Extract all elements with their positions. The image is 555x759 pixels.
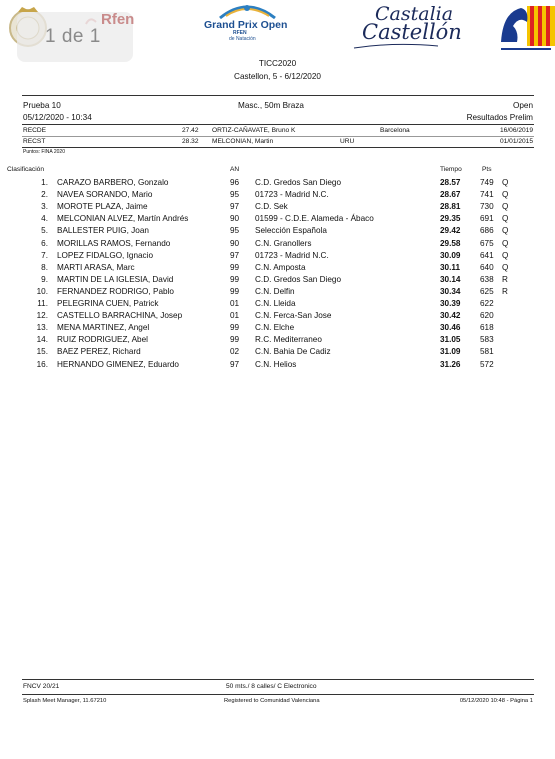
points-note: Puntos: FINA 2020 [23,149,65,155]
result-place: 6. [41,238,48,248]
result-qualifier: Q [502,250,509,260]
result-year: 95 [230,226,240,236]
result-name: PELEGRINA CUEN, Patrick [57,299,159,308]
result-type: Resultados Prelim [466,113,533,122]
meet-name: TICC2020 [258,59,297,68]
grand-prix-sub2: de Natación [229,36,256,42]
footer-pool: 50 mts./ 8 calles/ C Electronico [226,683,317,690]
result-points: 618 [480,323,494,333]
table-row [0,190,555,202]
result-name: CASTELLO BARRACHINA, Josep [57,311,183,321]
result-place: 7. [41,250,48,260]
result-place: 8. [41,262,48,272]
valencia-logo [497,2,555,54]
result-name: NAVEA SORANDO, Mario [57,190,153,200]
result-name: FERNANDEZ RODRIGO, Pablo [57,286,174,296]
result-name: LOPEZ FIDALGO, Ignacio [57,250,154,260]
result-time: 30.46 [440,323,461,333]
divider [22,136,534,137]
result-points: 583 [480,335,494,345]
event-number: Prueba 10 [23,101,61,110]
result-time: 28.67 [440,190,461,200]
result-points: 638 [480,274,494,284]
result-year: 02 [230,347,240,357]
result-place: 15. [36,347,48,357]
table-row [0,226,555,238]
result-club: C.N. Delfin [255,286,295,296]
table-row [0,251,555,263]
result-time: 30.09 [440,250,461,260]
result-qualifier: R [502,286,508,296]
result-club: C.N. Helios [255,359,297,369]
record-holder: ORTIZ-CAÑAVATE, Bruno K [212,127,296,134]
result-club: C.N. Bahia De Cadiz [255,347,331,357]
result-time: 29.58 [440,238,461,248]
result-place: 4. [41,214,48,224]
divider [22,124,534,125]
divider [22,147,534,148]
table-row [0,287,555,299]
result-year: 99 [230,262,240,272]
result-time: 30.34 [440,286,461,296]
record-code: RECDE [23,127,47,134]
event-datetime: 05/12/2020 - 10:34 [23,113,92,122]
result-points: 675 [480,238,494,248]
rfen-wordmark: Rfen [101,11,135,28]
castalia-line2: Castellón [362,20,462,44]
result-year: 97 [230,250,240,260]
result-club: C.N. Granollers [255,238,312,248]
table-row [0,360,555,372]
result-club: 01723 - Madrid N.C. [255,250,329,260]
table-row [0,275,555,287]
table-row [0,311,555,323]
result-qualifier: Q [502,238,509,248]
result-qualifier: Q [502,190,509,200]
result-points: 581 [480,347,494,357]
footer-software: Splash Meet Manager, 11.67210 [23,698,107,704]
footer-registered: Registered to Comunidad Valenciana [224,698,320,704]
grand-prix-title: Grand Prix Open [204,19,288,31]
result-time: 30.11 [440,262,461,272]
result-name: BAEZ PEREZ, Richard [57,347,141,357]
result-place: 1. [41,178,48,187]
result-year: 01 [230,311,240,321]
table-row [0,202,555,214]
result-club: C.N. Amposta [255,262,306,272]
divider [22,95,534,96]
result-points: 749 [480,178,494,187]
col-points-header: Pts [482,166,492,173]
result-points: 641 [480,250,494,260]
result-points: 622 [480,299,494,308]
result-place: 14. [36,335,48,345]
result-place: 13. [36,323,48,333]
record-club: URU [340,138,355,145]
result-name: RUIZ RODRIGUEZ, Abel [57,335,148,345]
castalia-line1: Castalia [375,3,454,25]
result-year: 96 [230,178,240,187]
result-year: 90 [230,214,240,224]
result-points: 572 [480,359,494,369]
result-points: 691 [480,214,494,224]
result-club: C.N. Elche [255,323,295,333]
table-row [0,239,555,251]
result-time: 31.05 [440,335,461,345]
result-time: 30.14 [440,274,461,284]
result-qualifier: Q [502,226,509,236]
footer-org: FNCV 20/21 [23,683,60,690]
record-holder: MELCONIAN, Martin [212,138,274,145]
result-year: 95 [230,190,240,200]
event-title: Masc., 50m Braza [238,101,304,110]
result-year: 97 [230,202,240,212]
result-name: CARAZO BARBERO, Gonzalo [57,178,169,187]
record-time: 28.32 [182,138,199,145]
result-club: Selección Española [255,226,327,236]
result-name: MORILLAS RAMOS, Fernando [57,238,171,248]
table-row [0,299,555,311]
record-city: Barcelona [380,127,410,134]
result-place: 11. [37,299,48,308]
result-points: 620 [480,311,494,321]
result-place: 12. [36,311,48,321]
result-year: 97 [230,359,240,369]
result-qualifier: Q [502,214,509,224]
divider [22,694,534,695]
result-name: MOROTE PLAZA, Jaime [57,202,148,212]
result-place: 10. [36,286,48,296]
result-year: 90 [230,238,240,248]
result-year: 01 [230,299,240,308]
result-club: C.D. Sek [255,202,288,212]
result-time: 29.42 [440,226,461,236]
result-name: MELCONIAN ALVEZ, Martín Andrés [57,214,189,224]
record-date: 16/06/2019 [499,127,533,134]
result-place: 5. [41,226,48,236]
result-time: 31.09 [440,347,461,357]
result-time: 31.26 [440,359,461,369]
result-time: 28.81 [440,202,461,212]
result-points: 640 [480,262,494,272]
result-points: 686 [480,226,494,236]
result-club: C.D. Gredos San Diego [255,274,342,284]
result-name: BALLESTER PUIG, Joan [57,226,149,236]
result-time: 30.39 [440,299,461,308]
table-row [0,335,555,347]
table-row [0,178,555,190]
result-name: MARTI ARASA, Marc [57,262,135,272]
result-name: MENA MARTINEZ, Angel [57,323,150,333]
table-row [0,323,555,335]
result-name: MARTIN DE LA IGLESIA, David [57,274,174,284]
result-time: 29.35 [440,214,461,224]
result-place: 2. [41,190,48,200]
footer-printed: 05/12/2020 10:48 - Página 1 [459,698,533,704]
table-row [0,263,555,275]
event-category: Open [512,101,533,110]
result-club: 01599 - C.D.E. Alameda - Ábaco [255,214,374,224]
divider [22,679,534,680]
result-year: 99 [230,274,240,284]
result-club: 01723 - Madrid N.C. [255,190,329,200]
result-points: 741 [480,190,494,200]
result-year: 99 [230,323,240,333]
page-indicator: 1 de 1 [45,26,101,47]
result-club: R.C. Mediterraneo [255,335,322,345]
result-qualifier: Q [502,262,509,272]
result-name: HERNANDO GIMENEZ, Eduardo [57,359,179,369]
result-points: 625 [480,286,494,296]
record-date: 01/01/2015 [499,138,533,145]
meet-place: Castellon, 5 - 6/12/2020 [234,72,321,81]
result-club: C.N. Lleida [255,299,296,308]
result-club: C.N. Ferca-San Jose [255,311,332,321]
result-place: 3. [41,202,48,212]
result-qualifier: Q [502,178,509,187]
result-club: C.D. Gredos San Diego [255,178,342,187]
result-qualifier: R [502,274,508,284]
record-time: 27.42 [182,127,199,134]
result-year: 99 [230,286,240,296]
result-points: 730 [480,202,494,212]
result-place: 9. [41,274,48,284]
col-year-header: AN [230,166,240,173]
result-year: 99 [230,335,240,345]
result-qualifier: Q [502,202,509,212]
grand-prix-sub1: RFEN [233,30,247,36]
col-place-header: Clasificación [7,166,45,173]
result-time: 28.57 [440,178,461,187]
result-place: 16. [36,359,48,369]
table-row [0,214,555,226]
record-code: RECST [23,138,46,145]
col-time-header: Tiempo [440,166,462,173]
table-row [0,347,555,359]
result-time: 30.42 [440,311,461,321]
